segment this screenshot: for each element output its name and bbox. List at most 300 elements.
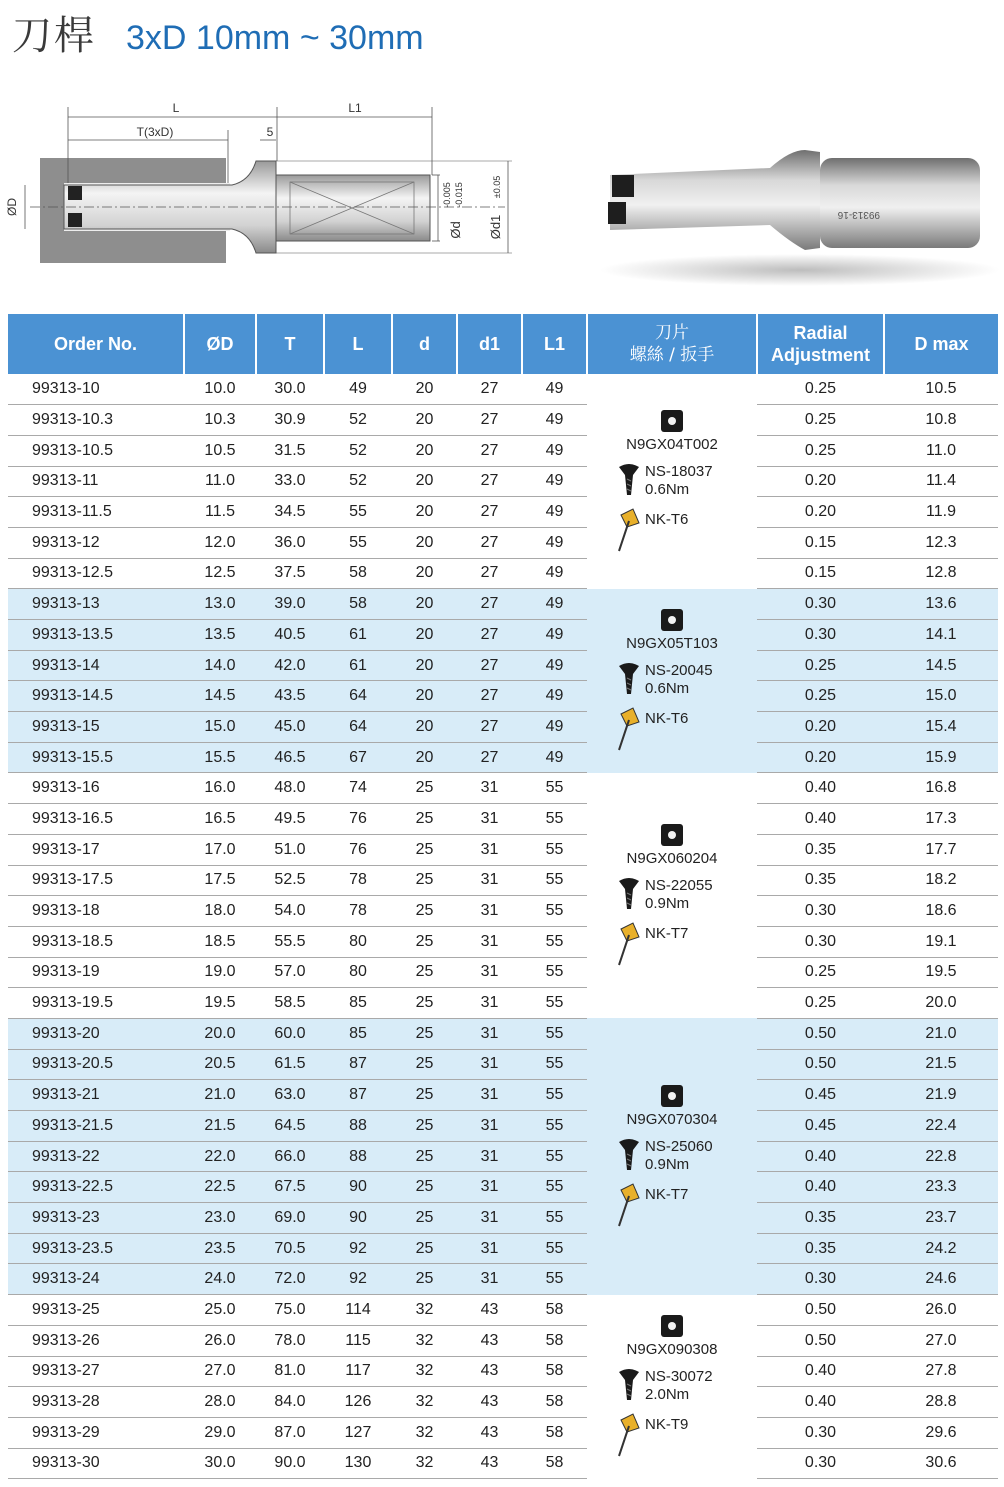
cell-order-no: 99313-17.5 [8, 865, 184, 896]
header-t: T [256, 314, 324, 374]
insert-top [68, 186, 82, 200]
cell-t: 52.5 [256, 865, 324, 896]
header-screw-key-label: 螺絲 / 扳手 [629, 345, 715, 365]
cell-l1: 49 [522, 712, 587, 743]
screw-text [645, 1138, 713, 1174]
key-code: NK-T6 [645, 510, 689, 528]
cell-d1: 31 [457, 1111, 522, 1142]
cell-l1: 55 [522, 1049, 587, 1080]
cell-d-max: 18.6 [884, 896, 998, 927]
insert-code: N9GX04T002 [626, 435, 718, 453]
table-row [8, 1172, 998, 1203]
wrench-key-icon [617, 1410, 641, 1458]
cell-t: 58.5 [256, 988, 324, 1019]
cell-d1: 31 [457, 1172, 522, 1203]
cell-d-max: 12.3 [884, 527, 998, 558]
table-row [8, 1233, 998, 1264]
cell-d1: 43 [457, 1325, 522, 1356]
cell-d: 25 [392, 1172, 457, 1203]
cell-d: 20 [392, 405, 457, 436]
title-chinese: 刀桿 [12, 13, 96, 59]
cell-od: 20.5 [184, 1049, 256, 1080]
cell-l1: 55 [522, 1018, 587, 1049]
screw-code: NS-20045 [645, 662, 713, 680]
cell-radial-adjustment: 0.25 [757, 957, 884, 988]
cell-t: 31.5 [256, 435, 324, 466]
cell-tooling [587, 773, 757, 1019]
table-body [8, 374, 998, 1479]
cell-d: 32 [392, 1325, 457, 1356]
cell-t: 48.0 [256, 773, 324, 804]
screw-text [645, 1368, 713, 1404]
screw-icon [617, 1368, 641, 1402]
cell-l1: 49 [522, 742, 587, 773]
cell-d: 25 [392, 957, 457, 988]
cell-l1: 49 [522, 650, 587, 681]
cell-od: 12.0 [184, 527, 256, 558]
cell-d1: 31 [457, 926, 522, 957]
cell-d1: 31 [457, 1141, 522, 1172]
cell-d1: 27 [457, 497, 522, 528]
cell-d1: 43 [457, 1448, 522, 1479]
cell-l: 55 [324, 527, 392, 558]
cell-d: 25 [392, 1111, 457, 1142]
cell-order-no: 99313-13 [8, 589, 184, 620]
key-block [617, 704, 757, 752]
cell-order-no: 99313-14.5 [8, 681, 184, 712]
insert-block [587, 410, 757, 453]
cell-l: 61 [324, 620, 392, 651]
cell-l1: 55 [522, 865, 587, 896]
page-title [12, 4, 424, 59]
cell-od: 29.0 [184, 1417, 256, 1448]
table-header-row [8, 314, 998, 374]
cell-order-no: 99313-15 [8, 712, 184, 743]
cell-t: 66.0 [256, 1141, 324, 1172]
cell-od: 23.0 [184, 1203, 256, 1234]
cell-order-no: 99313-23 [8, 1203, 184, 1234]
dim-tol-od1: ±0.05 [492, 175, 502, 199]
insert-block [587, 824, 757, 867]
cell-t: 90.0 [256, 1448, 324, 1479]
cell-l: 85 [324, 1018, 392, 1049]
cell-t: 57.0 [256, 957, 324, 988]
cell-d-max: 17.3 [884, 804, 998, 835]
table-row [8, 435, 998, 466]
dim-label-od1: Ød1 [488, 214, 503, 240]
cell-l1: 55 [522, 1264, 587, 1295]
cell-t: 46.5 [256, 742, 324, 773]
insert-code: N9GX060204 [626, 850, 718, 868]
cell-od: 22.0 [184, 1141, 256, 1172]
cell-l: 127 [324, 1417, 392, 1448]
cell-d-max: 21.0 [884, 1018, 998, 1049]
cell-d: 25 [392, 1018, 457, 1049]
cell-d-max: 26.0 [884, 1295, 998, 1326]
cell-d: 32 [392, 1448, 457, 1479]
cell-order-no: 99313-14 [8, 650, 184, 681]
cell-order-no: 99313-13.5 [8, 620, 184, 651]
cell-od: 11.5 [184, 497, 256, 528]
cell-tooling [587, 1018, 757, 1294]
insert-block [587, 1315, 757, 1358]
cell-d: 25 [392, 1141, 457, 1172]
dim-tol-d-lower: -0.015 [454, 182, 464, 208]
screw-block [617, 463, 757, 499]
cell-t: 55.5 [256, 926, 324, 957]
cell-d: 25 [392, 896, 457, 927]
title-size-range: 3xD 10mm ~ 30mm [126, 19, 424, 57]
table-row [8, 558, 998, 589]
cell-d: 25 [392, 988, 457, 1019]
cell-od: 11.0 [184, 466, 256, 497]
cell-d-max: 16.8 [884, 773, 998, 804]
screw-block [617, 877, 757, 913]
table-row [8, 497, 998, 528]
cell-od: 20.0 [184, 1018, 256, 1049]
wrench-key-icon [617, 1180, 641, 1228]
cell-order-no: 99313-29 [8, 1417, 184, 1448]
cell-order-no: 99313-10.3 [8, 405, 184, 436]
insert-bottom [68, 213, 82, 227]
cell-t: 33.0 [256, 466, 324, 497]
cell-d1: 27 [457, 650, 522, 681]
header-insert-screw-key [587, 314, 757, 374]
cell-d: 25 [392, 1233, 457, 1264]
table-row [8, 1203, 998, 1234]
header-adjustment-label: Adjustment [771, 345, 870, 365]
cell-t: 69.0 [256, 1203, 324, 1234]
cell-d1: 27 [457, 374, 522, 405]
cell-l1: 49 [522, 681, 587, 712]
table-row [8, 773, 998, 804]
cell-l1: 55 [522, 1233, 587, 1264]
screw-text [645, 463, 713, 499]
cell-l1: 58 [522, 1387, 587, 1418]
cell-t: 84.0 [256, 1387, 324, 1418]
screw-torque: 0.6Nm [645, 480, 690, 498]
cell-radial-adjustment: 0.20 [757, 712, 884, 743]
cell-t: 42.0 [256, 650, 324, 681]
header-radial-label: Radial [793, 323, 848, 343]
cell-t: 81.0 [256, 1356, 324, 1387]
cell-radial-adjustment: 0.50 [757, 1325, 884, 1356]
cell-t: 43.5 [256, 681, 324, 712]
screw-torque: 0.6Nm [645, 680, 690, 698]
table-row [8, 650, 998, 681]
insert-icon [661, 824, 683, 846]
key-code: NK-T7 [645, 1186, 689, 1204]
cell-radial-adjustment: 0.35 [757, 865, 884, 896]
cell-t: 64.5 [256, 1111, 324, 1142]
tooling-group [587, 824, 757, 967]
cell-order-no: 99313-19.5 [8, 988, 184, 1019]
cell-od: 26.0 [184, 1325, 256, 1356]
screw-code: NS-22055 [645, 877, 713, 895]
photo-insert-bottom [608, 202, 626, 224]
key-code: NK-T6 [645, 710, 689, 728]
cell-t: 70.5 [256, 1233, 324, 1264]
cell-tooling [587, 589, 757, 773]
cell-radial-adjustment: 0.25 [757, 435, 884, 466]
cell-l: 85 [324, 988, 392, 1019]
dim-label-5: 5 [266, 125, 274, 139]
cell-od: 14.5 [184, 681, 256, 712]
screw-torque: 2.0Nm [645, 1386, 690, 1404]
cell-d-max: 24.2 [884, 1233, 998, 1264]
cell-t: 49.5 [256, 804, 324, 835]
photo-drill-body [610, 150, 820, 250]
cell-l: 92 [324, 1233, 392, 1264]
cell-d: 20 [392, 497, 457, 528]
cell-order-no: 99313-11 [8, 466, 184, 497]
cell-l: 52 [324, 435, 392, 466]
table-row [8, 1049, 998, 1080]
table-row [8, 834, 998, 865]
cell-d1: 31 [457, 1018, 522, 1049]
cell-d: 25 [392, 926, 457, 957]
cell-radial-adjustment: 0.30 [757, 896, 884, 927]
cell-d: 20 [392, 681, 457, 712]
cell-l1: 49 [522, 527, 587, 558]
cell-radial-adjustment: 0.25 [757, 405, 884, 436]
cell-t: 30.0 [256, 374, 324, 405]
cell-t: 72.0 [256, 1264, 324, 1295]
cell-l: 64 [324, 681, 392, 712]
cell-od: 13.0 [184, 589, 256, 620]
table-row [8, 1325, 998, 1356]
cell-l: 117 [324, 1356, 392, 1387]
header-od: ØD [184, 314, 256, 374]
header-d-max: D max [884, 314, 998, 374]
insert-code: N9GX05T103 [626, 635, 718, 653]
cell-od: 16.0 [184, 773, 256, 804]
cell-od: 21.5 [184, 1111, 256, 1142]
table-row [8, 1387, 998, 1418]
cell-d-max: 23.7 [884, 1203, 998, 1234]
cell-order-no: 99313-19 [8, 957, 184, 988]
cell-l1: 55 [522, 1141, 587, 1172]
cell-l: 74 [324, 773, 392, 804]
cell-od: 14.0 [184, 650, 256, 681]
cell-order-no: 99313-24 [8, 1264, 184, 1295]
cell-radial-adjustment: 0.30 [757, 1448, 884, 1479]
cell-t: 63.0 [256, 1080, 324, 1111]
cell-d-max: 27.8 [884, 1356, 998, 1387]
cell-order-no: 99313-15.5 [8, 742, 184, 773]
cell-l1: 58 [522, 1325, 587, 1356]
cell-t: 54.0 [256, 896, 324, 927]
key-block [617, 1410, 757, 1458]
cell-order-no: 99313-21.5 [8, 1111, 184, 1142]
cell-l: 130 [324, 1448, 392, 1479]
cell-l1: 49 [522, 466, 587, 497]
cell-radial-adjustment: 0.40 [757, 1387, 884, 1418]
cell-radial-adjustment: 0.15 [757, 527, 884, 558]
cell-l: 76 [324, 804, 392, 835]
cell-t: 87.0 [256, 1417, 324, 1448]
header-radial-adjustment [757, 314, 884, 374]
cell-l1: 49 [522, 558, 587, 589]
cell-order-no: 99313-25 [8, 1295, 184, 1326]
cell-d: 32 [392, 1295, 457, 1326]
cell-d1: 31 [457, 988, 522, 1019]
key-code: NK-T7 [645, 925, 689, 943]
cell-l: 61 [324, 650, 392, 681]
cell-d1: 43 [457, 1356, 522, 1387]
cell-l1: 49 [522, 374, 587, 405]
cell-d: 25 [392, 1203, 457, 1234]
cell-od: 15.5 [184, 742, 256, 773]
cell-radial-adjustment: 0.35 [757, 1233, 884, 1264]
table-row [8, 1141, 998, 1172]
cell-d1: 31 [457, 1080, 522, 1111]
cell-od: 17.0 [184, 834, 256, 865]
cell-d-max: 15.9 [884, 742, 998, 773]
cell-l1: 55 [522, 926, 587, 957]
cell-l: 90 [324, 1203, 392, 1234]
cell-d: 25 [392, 804, 457, 835]
cell-d-max: 29.6 [884, 1417, 998, 1448]
key-block [617, 919, 757, 967]
key-code: NK-T9 [645, 1416, 689, 1434]
cell-order-no: 99313-23.5 [8, 1233, 184, 1264]
table-row [8, 1018, 998, 1049]
cell-radial-adjustment: 0.40 [757, 1172, 884, 1203]
photo-drill-shank [820, 158, 980, 248]
table-row [8, 589, 998, 620]
cell-order-no: 99313-11.5 [8, 497, 184, 528]
cell-d1: 27 [457, 405, 522, 436]
cell-d-max: 18.2 [884, 865, 998, 896]
wrench-key-icon [617, 919, 641, 967]
cell-radial-adjustment: 0.15 [757, 558, 884, 589]
cell-order-no: 99313-20 [8, 1018, 184, 1049]
cell-d-max: 10.8 [884, 405, 998, 436]
cell-d: 25 [392, 1049, 457, 1080]
wrench-key-icon [617, 505, 641, 553]
cell-d1: 43 [457, 1295, 522, 1326]
photo-insert-top [612, 175, 634, 197]
cell-radial-adjustment: 0.20 [757, 742, 884, 773]
cell-radial-adjustment: 0.30 [757, 1264, 884, 1295]
cell-d-max: 19.5 [884, 957, 998, 988]
table-row [8, 1417, 998, 1448]
cell-d1: 27 [457, 742, 522, 773]
cell-d1: 31 [457, 773, 522, 804]
cell-d-max: 13.6 [884, 589, 998, 620]
cell-radial-adjustment: 0.25 [757, 650, 884, 681]
cell-od: 27.0 [184, 1356, 256, 1387]
cell-order-no: 99313-12.5 [8, 558, 184, 589]
cell-order-no: 99313-20.5 [8, 1049, 184, 1080]
header-insert-label: 刀片 [655, 323, 689, 343]
cell-l: 80 [324, 957, 392, 988]
table-row [8, 1111, 998, 1142]
cell-od: 19.5 [184, 988, 256, 1019]
tooling-group [587, 410, 757, 553]
cell-l1: 49 [522, 435, 587, 466]
cell-d: 20 [392, 435, 457, 466]
cell-order-no: 99313-16.5 [8, 804, 184, 835]
insert-code: N9GX070304 [626, 1111, 718, 1129]
table-row [8, 712, 998, 743]
cell-od: 18.5 [184, 926, 256, 957]
cell-l: 58 [324, 589, 392, 620]
cell-od: 23.5 [184, 1233, 256, 1264]
cell-radial-adjustment: 0.40 [757, 1141, 884, 1172]
cell-radial-adjustment: 0.20 [757, 497, 884, 528]
cell-od: 25.0 [184, 1295, 256, 1326]
cell-l: 78 [324, 896, 392, 927]
cell-d: 20 [392, 466, 457, 497]
cell-d1: 27 [457, 527, 522, 558]
cell-d: 20 [392, 527, 457, 558]
dim-label-T: T(3xD) [136, 125, 174, 139]
cell-od: 30.0 [184, 1448, 256, 1479]
cell-d1: 27 [457, 466, 522, 497]
cell-l1: 55 [522, 804, 587, 835]
cell-radial-adjustment: 0.40 [757, 1356, 884, 1387]
screw-torque: 0.9Nm [645, 895, 690, 913]
cell-tooling [587, 374, 757, 589]
cell-d-max: 24.6 [884, 1264, 998, 1295]
cell-d-max: 21.5 [884, 1049, 998, 1080]
cell-t: 60.0 [256, 1018, 324, 1049]
table-row [8, 742, 998, 773]
screw-code: NS-30072 [645, 1368, 713, 1386]
cell-l: 87 [324, 1080, 392, 1111]
cell-order-no: 99313-28 [8, 1387, 184, 1418]
cell-order-no: 99313-18.5 [8, 926, 184, 957]
insert-icon [661, 410, 683, 432]
cell-l: 88 [324, 1111, 392, 1142]
screw-code: NS-25060 [645, 1138, 713, 1156]
cell-l: 126 [324, 1387, 392, 1418]
table-row [8, 926, 998, 957]
cell-radial-adjustment: 0.30 [757, 926, 884, 957]
cell-order-no: 99313-30 [8, 1448, 184, 1479]
spec-table [8, 314, 998, 1479]
cell-od: 18.0 [184, 896, 256, 927]
cell-l1: 55 [522, 896, 587, 927]
cell-l: 64 [324, 712, 392, 743]
cell-d-max: 28.8 [884, 1387, 998, 1418]
dim-label-L1: L1 [348, 101, 362, 115]
cell-order-no: 99313-21 [8, 1080, 184, 1111]
cell-order-no: 99313-10.5 [8, 435, 184, 466]
cell-d1: 27 [457, 712, 522, 743]
cell-d-max: 14.1 [884, 620, 998, 651]
cell-d1: 31 [457, 834, 522, 865]
cell-l1: 55 [522, 988, 587, 1019]
cell-d1: 27 [457, 681, 522, 712]
photo-part-marking: 99313-16 [837, 209, 880, 220]
header-d1: d1 [457, 314, 522, 374]
cell-radial-adjustment: 0.30 [757, 589, 884, 620]
cell-d1: 31 [457, 1049, 522, 1080]
table-row [8, 620, 998, 651]
cell-d-max: 20.0 [884, 988, 998, 1019]
cell-od: 17.5 [184, 865, 256, 896]
cell-d: 20 [392, 558, 457, 589]
cell-radial-adjustment: 0.50 [757, 1049, 884, 1080]
cell-l1: 49 [522, 620, 587, 651]
cell-t: 30.9 [256, 405, 324, 436]
cell-l1: 55 [522, 773, 587, 804]
header-l1: L1 [522, 314, 587, 374]
cell-l: 76 [324, 834, 392, 865]
